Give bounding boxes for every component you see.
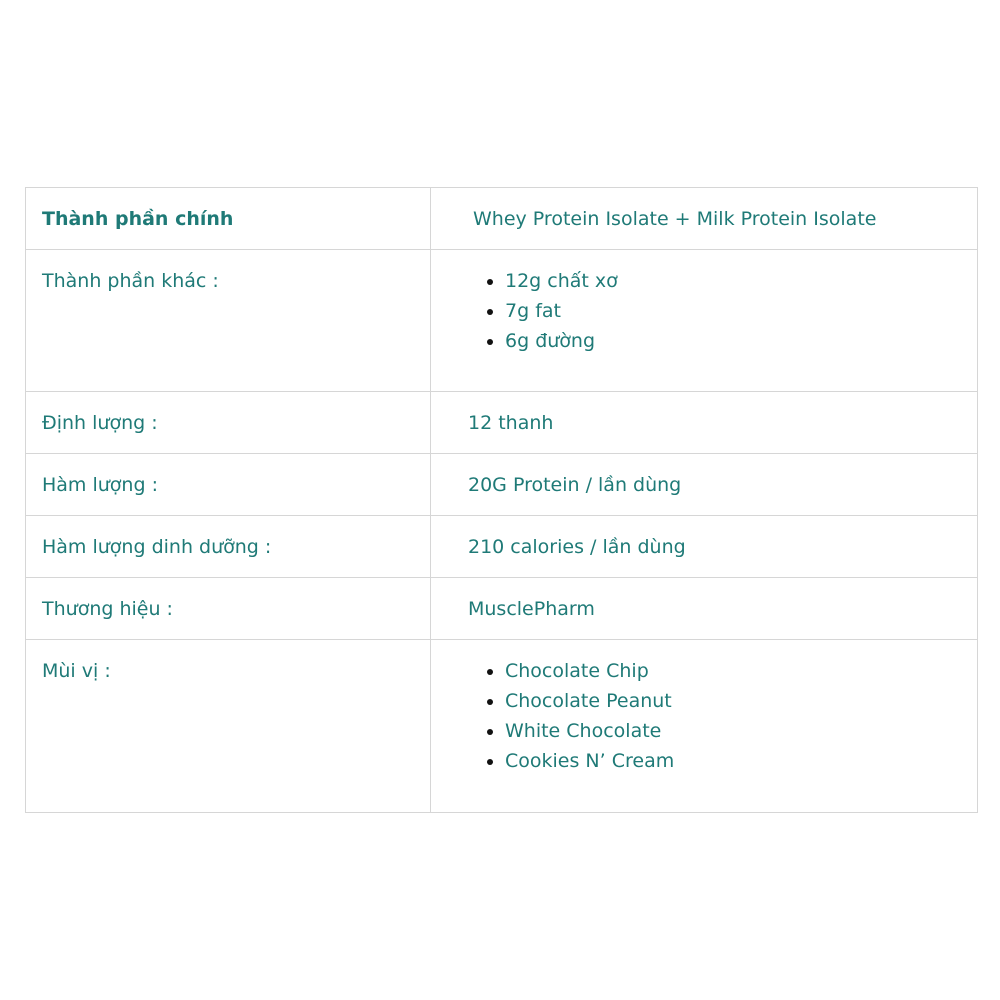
table-row (26, 516, 978, 578)
spec-label-quantity: Định lượng : (26, 392, 431, 454)
spec-label-nutrition: Hàm lượng dinh dưỡng : (26, 516, 431, 578)
spec-value-flavors (431, 640, 978, 813)
flavors-list (468, 656, 961, 776)
spec-label-content: Hàm lượng : (26, 454, 431, 516)
table-row (26, 454, 978, 516)
table-row (26, 188, 978, 250)
list-item: • 7g fat (505, 296, 961, 326)
list-item: • White Chocolate (505, 716, 961, 746)
table-row (26, 578, 978, 640)
spec-value-quantity: 12 thanh (431, 392, 978, 454)
spec-label-flavors: Mùi vị : (26, 640, 431, 813)
table-row (26, 640, 978, 813)
table-row (26, 392, 978, 454)
spec-value-nutrition: 210 calories / lần dùng (431, 516, 978, 578)
list-item: • Chocolate Chip (505, 656, 961, 686)
spec-label-brand: Thương hiệu : (26, 578, 431, 640)
spec-label-other-ingredients: Thành phần khác : (26, 250, 431, 392)
list-item: • 6g đường (505, 326, 961, 356)
spec-value-content: 20G Protein / lần dùng (431, 454, 978, 516)
list-item: • Chocolate Peanut (505, 686, 961, 716)
spec-label-main-ingredients: Thành phần chính (26, 188, 431, 250)
other-ingredients-list (468, 266, 961, 356)
table-row (26, 250, 978, 392)
list-item: • Cookies N’ Cream (505, 746, 961, 776)
spec-value-brand: MusclePharm (431, 578, 978, 640)
product-spec-table (25, 187, 978, 813)
spec-value-other-ingredients (431, 250, 978, 392)
spec-value-main-ingredients: Whey Protein Isolate + Milk Protein Isolate (431, 188, 978, 250)
list-item: • 12g chất xơ (505, 266, 961, 296)
